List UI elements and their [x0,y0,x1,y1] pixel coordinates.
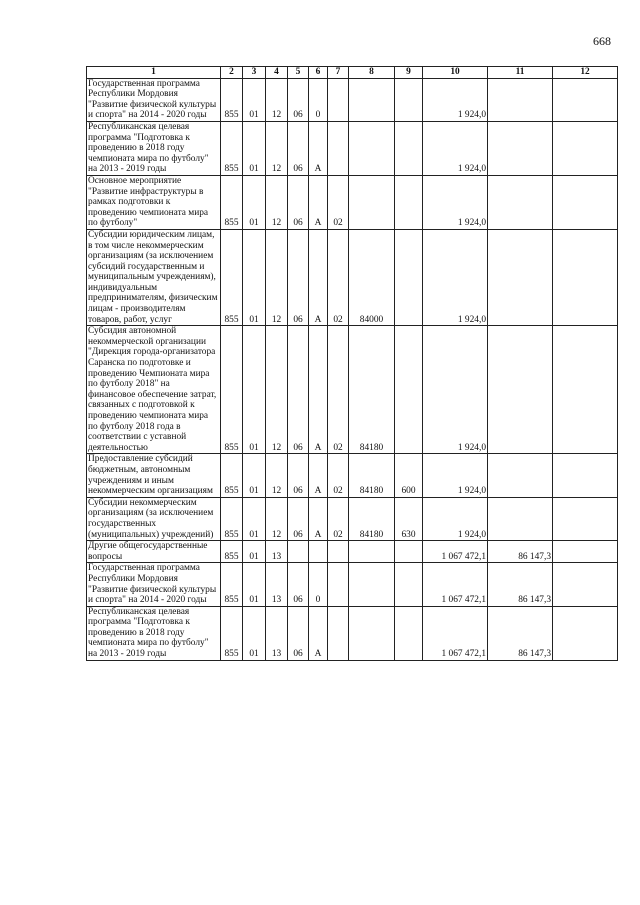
code-cell-2: 855 [221,606,243,660]
code-cell-7: 02 [328,326,349,454]
code-cell-9 [395,229,423,325]
column-header-7: 7 [328,67,349,79]
amount-cell-10: 1 924,0 [423,229,488,325]
code-cell-7 [328,541,349,563]
code-cell-8 [349,563,395,606]
code-cell-2: 855 [221,454,243,497]
code-cell-5: 06 [288,563,309,606]
code-cell-2: 855 [221,326,243,454]
code-cell-3: 01 [243,606,266,660]
code-cell-5: 06 [288,78,309,121]
amount-cell-11 [488,175,553,229]
amount-cell-11: 86 147,3 [488,541,553,563]
code-cell-9 [395,175,423,229]
code-cell-8 [349,121,395,175]
amount-cell-10: 1 924,0 [423,175,488,229]
code-cell-6: А [309,175,328,229]
header-row [87,67,618,79]
code-cell-7 [328,606,349,660]
row-name: Основное мероприятие "Развитие инфраструктуры в рамках подготовки к проведению чемпионата мира по футболу" [87,175,221,229]
row-name: Государственная программа Республики Мордовия "Развитие физической культуры и спорта" на 2014 - 2020 годы [87,563,221,606]
code-cell-9: 630 [395,497,423,540]
row-name: Республиканская целевая программа "Подготовка к проведению в 2018 году чемпионата мира по футболу" на 2013 - 2019 годы [87,121,221,175]
amount-cell-10: 1 924,0 [423,121,488,175]
table-row [87,497,618,540]
row-name: Государственная программа Республики Мордовия "Развитие физической культуры и спорта" на 2014 - 2020 годы [87,78,221,121]
column-header-3: 3 [243,67,266,79]
amount-cell-12 [553,78,618,121]
code-cell-4: 13 [266,541,288,563]
code-cell-6: А [309,326,328,454]
code-cell-5 [288,541,309,563]
code-cell-7: 02 [328,229,349,325]
code-cell-7 [328,121,349,175]
code-cell-8: 84180 [349,454,395,497]
code-cell-5: 06 [288,175,309,229]
amount-cell-12 [553,121,618,175]
code-cell-7 [328,563,349,606]
code-cell-5: 06 [288,454,309,497]
code-cell-8: 84180 [349,497,395,540]
code-cell-3: 01 [243,121,266,175]
code-cell-9: 600 [395,454,423,497]
amount-cell-10: 1 067 472,1 [423,606,488,660]
row-name: Республиканская целевая программа "Подготовка к проведению в 2018 году чемпионата мира по футболу" на 2013 - 2019 годы [87,606,221,660]
code-cell-6: А [309,121,328,175]
code-cell-3: 01 [243,563,266,606]
code-cell-8 [349,541,395,563]
amount-cell-10: 1 924,0 [423,326,488,454]
code-cell-4: 12 [266,326,288,454]
table-row [87,454,618,497]
table-row [87,175,618,229]
code-cell-6: А [309,606,328,660]
table-row [87,229,618,325]
code-cell-8 [349,606,395,660]
code-cell-2: 855 [221,563,243,606]
code-cell-3: 01 [243,541,266,563]
code-cell-6: А [309,454,328,497]
code-cell-9 [395,541,423,563]
code-cell-4: 13 [266,606,288,660]
column-header-12: 12 [553,67,618,79]
column-header-6: 6 [309,67,328,79]
budget-table [86,66,618,661]
column-header-1: 1 [87,67,221,79]
amount-cell-12 [553,497,618,540]
amount-cell-11 [488,121,553,175]
code-cell-4: 12 [266,229,288,325]
code-cell-6: 0 [309,563,328,606]
code-cell-4: 12 [266,175,288,229]
row-name: Предоставление субсидий бюджетным, автономным учреждениям и иным некоммерческим организациям [87,454,221,497]
amount-cell-11 [488,229,553,325]
amount-cell-10: 1 067 472,1 [423,541,488,563]
code-cell-6: 0 [309,78,328,121]
code-cell-2: 855 [221,121,243,175]
code-cell-2: 855 [221,229,243,325]
code-cell-4: 13 [266,563,288,606]
code-cell-7: 02 [328,175,349,229]
code-cell-9 [395,326,423,454]
amount-cell-11 [488,454,553,497]
code-cell-6: А [309,497,328,540]
amount-cell-11: 86 147,3 [488,606,553,660]
code-cell-9 [395,606,423,660]
code-cell-8 [349,175,395,229]
column-header-11: 11 [488,67,553,79]
table-row [87,326,618,454]
code-cell-3: 01 [243,454,266,497]
table-row [87,78,618,121]
column-header-2: 2 [221,67,243,79]
code-cell-9 [395,563,423,606]
amount-cell-12 [553,326,618,454]
amount-cell-11 [488,326,553,454]
code-cell-3: 01 [243,78,266,121]
amount-cell-10: 1 067 472,1 [423,563,488,606]
code-cell-4: 12 [266,454,288,497]
code-cell-3: 01 [243,175,266,229]
table-row [87,563,618,606]
row-name: Субсидии некоммерческим организациям (за исключением государственных (муниципальных) учреждений) [87,497,221,540]
code-cell-4: 12 [266,497,288,540]
code-cell-7: 02 [328,454,349,497]
row-name: Субсидии юридическим лицам, в том числе некоммерческим организациям (за исключением субсидий государственным и муниципальным учреждениям), индивидуальным предпринимателям, физическим лицам - производителям товаров, работ, услуг [87,229,221,325]
amount-cell-12 [553,606,618,660]
code-cell-2: 855 [221,175,243,229]
amount-cell-12 [553,229,618,325]
amount-cell-11: 86 147,3 [488,563,553,606]
amount-cell-12 [553,563,618,606]
code-cell-6: А [309,229,328,325]
code-cell-8: 84180 [349,326,395,454]
code-cell-2: 855 [221,541,243,563]
code-cell-8: 84000 [349,229,395,325]
column-header-4: 4 [266,67,288,79]
row-name: Другие общегосударственные вопросы [87,541,221,563]
code-cell-2: 855 [221,78,243,121]
table-body [87,78,618,660]
code-cell-6 [309,541,328,563]
table-row [87,606,618,660]
code-cell-4: 12 [266,121,288,175]
code-cell-3: 01 [243,497,266,540]
table-row [87,541,618,563]
code-cell-5: 06 [288,121,309,175]
row-name: Субсидия автономной некоммерческой организации "Дирекция города-организатора Саранска по подготовке и проведению Чемпионата мира по футболу 2018" на финансовое обеспечение затрат, связанных с подготовкой к проведению чемпионата мира по футболу 2018 года в соответствии с уставной деятельностью [87,326,221,454]
amount-cell-10: 1 924,0 [423,497,488,540]
code-cell-9 [395,121,423,175]
amount-cell-12 [553,454,618,497]
amount-cell-12 [553,541,618,563]
column-header-9: 9 [395,67,423,79]
code-cell-7 [328,78,349,121]
code-cell-5: 06 [288,497,309,540]
code-cell-5: 06 [288,326,309,454]
code-cell-5: 06 [288,229,309,325]
amount-cell-11 [488,497,553,540]
code-cell-7: 02 [328,497,349,540]
amount-cell-10: 1 924,0 [423,454,488,497]
amount-cell-11 [488,78,553,121]
amount-cell-12 [553,175,618,229]
code-cell-2: 855 [221,497,243,540]
code-cell-8 [349,78,395,121]
code-cell-3: 01 [243,229,266,325]
code-cell-5: 06 [288,606,309,660]
column-header-5: 5 [288,67,309,79]
code-cell-3: 01 [243,326,266,454]
code-cell-9 [395,78,423,121]
table-row [87,121,618,175]
code-cell-4: 12 [266,78,288,121]
page-number: 668 [593,34,611,48]
amount-cell-10: 1 924,0 [423,78,488,121]
column-header-10: 10 [423,67,488,79]
column-header-8: 8 [349,67,395,79]
